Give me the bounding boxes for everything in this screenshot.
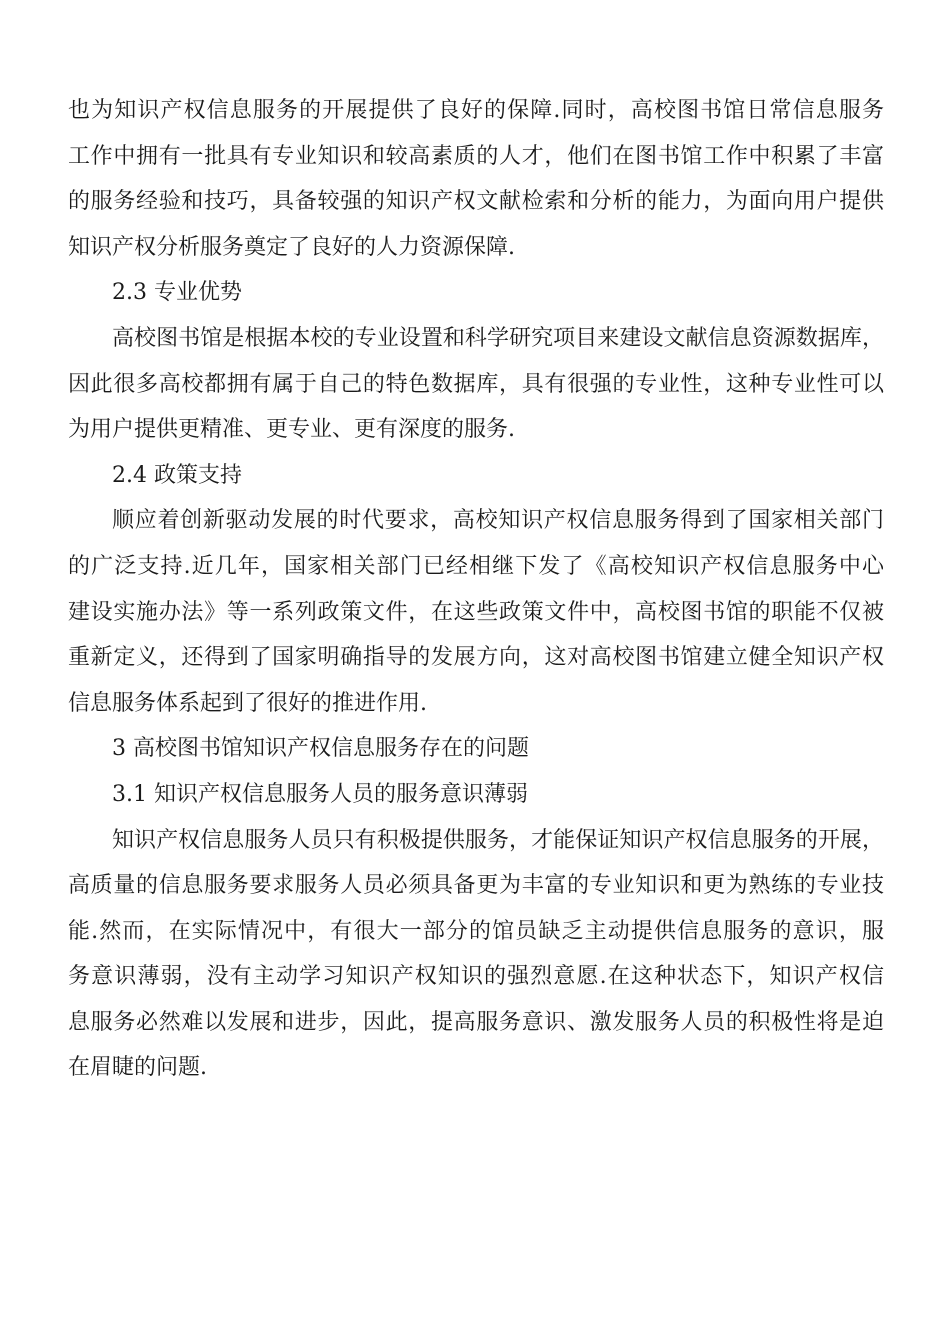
paragraph-policy-support — [68, 498, 884, 726]
paragraph-continuation — [68, 88, 884, 270]
text-line: 顺应着创新驱动发展的时代要求，高校知识产权信息服务得到了国家相关部门 — [112, 508, 884, 534]
text-line: 重新定义，还得到了国家明确指导的发展方向，这对高校图书馆建立健全知识产权 — [68, 645, 884, 671]
text-line: 能.然而，在实际情况中，有很大一部分的馆员缺乏主动提供信息服务的意识，服 — [68, 918, 884, 944]
text-line: 知识产权信息服务人员只有积极提供服务，才能保证知识产权信息服务的开展， — [112, 827, 884, 853]
text-line: 的服务经验和技巧，具备较强的知识产权文献检索和分析的能力，为面向用户提供 — [68, 189, 884, 215]
text-line: 的广泛支持.近几年，国家相关部门已经相继下发了《高校知识产权信息服务中心 — [68, 553, 884, 579]
paragraph-service-awareness — [68, 818, 884, 1092]
section-heading-3: 3 高校图书馆知识产权信息服务存在的问题 — [112, 736, 529, 762]
text-line: 建设实施办法》等一系列政策文件，在这些政策文件中，高校图书馆的职能不仅被 — [68, 599, 884, 625]
section-heading-2-3: 2.3 专业优势 — [112, 280, 242, 306]
document-page — [68, 88, 884, 1091]
text-line: 息服务必然难以发展和进步，因此，提高服务意识、激发服务人员的积极性将是迫 — [68, 1009, 884, 1035]
text-line: 工作中拥有一批具有专业知识和较高素质的人才，他们在图书馆工作中积累了丰富 — [68, 143, 884, 169]
text-line: 知识产权分析服务奠定了良好的人力资源保障. — [68, 234, 515, 260]
paragraph-professional-advantage — [68, 316, 884, 453]
text-line: 高质量的信息服务要求服务人员必须具备更为丰富的专业知识和更为熟练的专业技 — [68, 873, 884, 899]
text-line: 务意识薄弱，没有主动学习知识产权知识的强烈意愿.在这种状态下，知识产权信 — [68, 964, 884, 990]
text-line: 也为知识产权信息服务的开展提供了良好的保障.同时，高校图书馆日常信息服务 — [68, 98, 884, 123]
section-heading-3-1: 3.1 知识产权信息服务人员的服务意识薄弱 — [112, 781, 528, 807]
text-line: 信息服务体系起到了很好的推进作用. — [68, 690, 427, 716]
text-line: 为用户提供更精准、更专业、更有深度的服务. — [68, 417, 515, 443]
text-line: 因此很多高校都拥有属于自己的特色数据库，具有很强的专业性，这种专业性可以 — [68, 371, 884, 397]
text-line: 高校图书馆是根据本校的专业设置和科学研究项目来建设文献信息资源数据库， — [112, 325, 884, 351]
section-heading-2-4: 2.4 政策支持 — [112, 462, 242, 488]
text-line: 在眉睫的问题. — [68, 1055, 207, 1081]
